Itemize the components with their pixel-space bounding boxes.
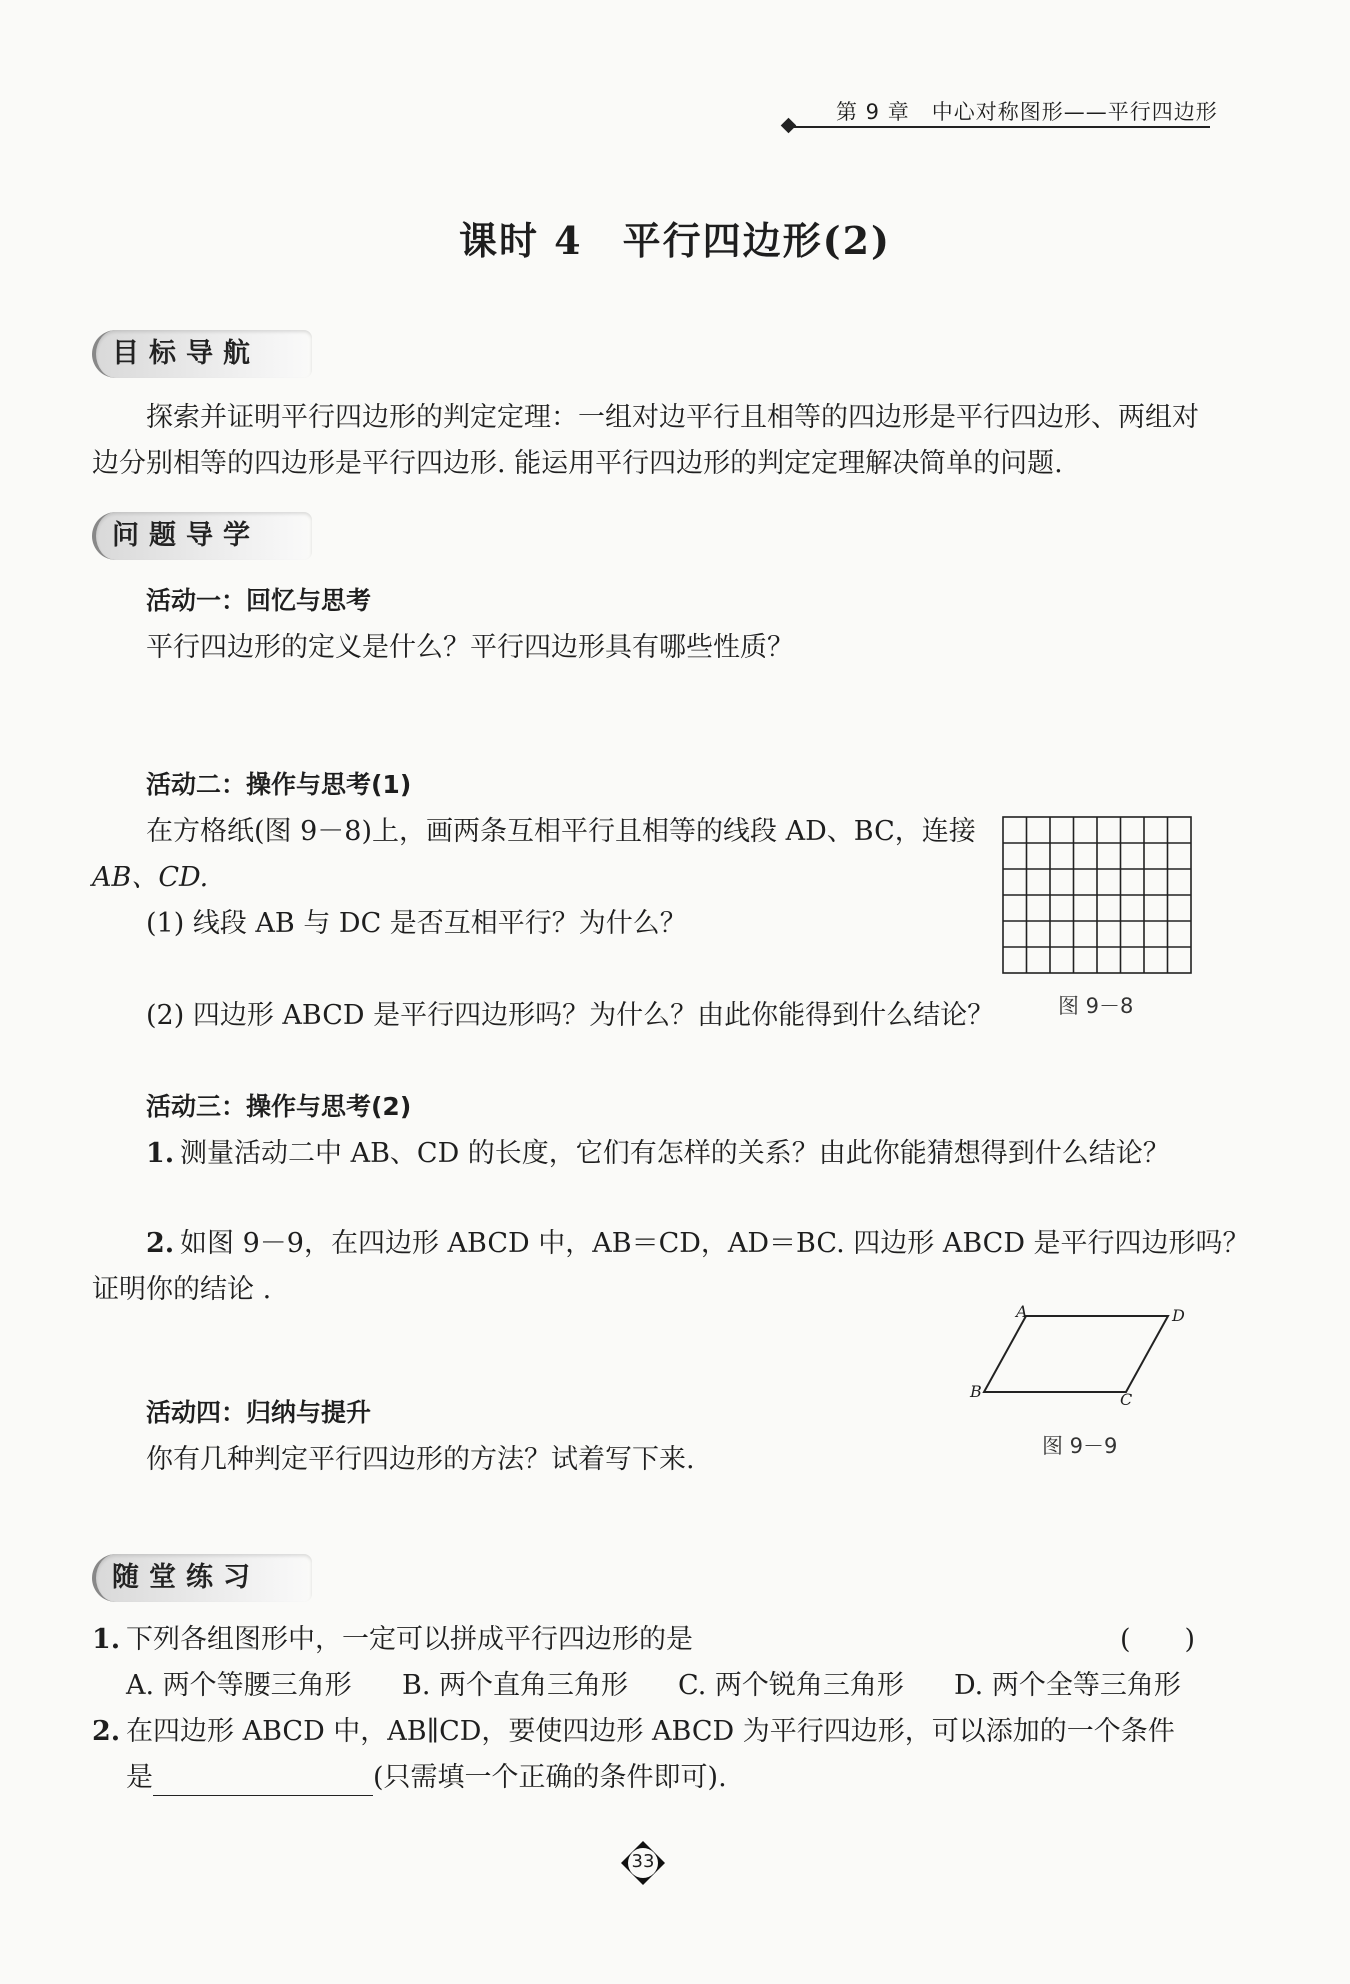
- section-badge-guide: 问题导学: [92, 512, 312, 560]
- activity3-item2-line1: 如图 9－9，在四边形 ABCD 中，AB＝CD，AD＝BC. 四边形 ABCD 是平行四边形吗？: [180, 1228, 1250, 1259]
- activity3-heading: 活动三：操作与思考(2): [146, 1092, 412, 1121]
- figure-9-9-caption: 图 9－9: [1042, 1434, 1118, 1458]
- practice-q2-line1: 在四边形 ABCD 中，AB∥CD，要使四边形 ABCD 为平行四边形，可以添加的一个条件: [126, 1716, 1175, 1747]
- practice-q2-prefix: 是: [126, 1762, 153, 1793]
- practice-q1-option-b: B. 两个直角三角形: [402, 1670, 629, 1701]
- activity2-line1: 在方格纸(图 9－8)上，画两条互相平行且相等的线段 AD、BC，连接: [146, 816, 976, 847]
- vertex-label-a: A: [1016, 1302, 1028, 1321]
- practice-q1-option-a: A. 两个等腰三角形: [126, 1670, 352, 1701]
- section-badge-goal: 目标导航: [92, 330, 312, 378]
- section-badge-practice: 随堂练习: [92, 1554, 312, 1602]
- figure-9-8-caption: 图 9－8: [1058, 994, 1134, 1018]
- answer-blank[interactable]: [153, 1769, 373, 1796]
- activity1-text: 平行四边形的定义是什么？平行四边形具有哪些性质？: [146, 632, 794, 663]
- goal-text-line2: 边分别相等的四边形是平行四边形. 能运用平行四边形的判定定理解决简单的问题.: [92, 448, 1063, 479]
- practice-q1-option-c: C. 两个锐角三角形: [678, 1670, 904, 1701]
- practice-q1-number: 1.: [92, 1624, 121, 1655]
- activity3-item2-line2: 证明你的结论 .: [92, 1274, 272, 1305]
- vertex-label-d: D: [1172, 1306, 1185, 1325]
- activity3-item1-text: 测量活动二中 AB、CD 的长度，它们有怎样的关系？由此你能猜想得到什么结论？: [180, 1138, 1170, 1169]
- activity2-line2: AB、CD.: [92, 862, 209, 893]
- practice-q2-suffix: (只需填一个正确的条件即可).: [373, 1762, 727, 1793]
- running-header: 第 9 章 中心对称图形——平行四边形: [836, 100, 1218, 124]
- vertex-label-c: C: [1120, 1390, 1133, 1409]
- vertex-label-b: B: [970, 1382, 982, 1401]
- practice-q1-answer-bracket[interactable]: ( ): [1120, 1624, 1196, 1655]
- activity3-item2-number: 2.: [146, 1228, 175, 1259]
- grid-paper-figure: [1002, 816, 1194, 976]
- activity3-item1-number: 1.: [146, 1138, 175, 1169]
- lesson-title: 课时 4 平行四边形(2): [458, 218, 892, 263]
- activity4-text: 你有几种判定平行四边形的方法？试着写下来.: [146, 1444, 695, 1475]
- practice-q1-text: 下列各组图形中，一定可以拼成平行四边形的是: [126, 1624, 693, 1655]
- header-rule: [792, 126, 1210, 128]
- practice-q2-line2: [126, 1760, 727, 1796]
- activity4-heading: 活动四：归纳与提升: [146, 1398, 372, 1427]
- activity2-question1: (1) 线段 AB 与 DC 是否互相平行？为什么？: [146, 908, 687, 939]
- practice-q2-number: 2.: [92, 1716, 121, 1747]
- page-number: 33: [631, 1851, 655, 1872]
- activity2-question2: (2) 四边形 ABCD 是平行四边形吗？为什么？由此你能得到什么结论？: [146, 1000, 995, 1031]
- activity2-heading: 活动二：操作与思考(1): [146, 770, 412, 799]
- practice-q1-option-d: D. 两个全等三角形: [954, 1670, 1181, 1701]
- goal-text-line1: 探索并证明平行四边形的判定定理：一组对边平行且相等的四边形是平行四边形、两组对: [146, 402, 1199, 433]
- activity1-heading: 活动一：回忆与思考: [146, 586, 372, 615]
- parallelogram-figure: [964, 1300, 1204, 1420]
